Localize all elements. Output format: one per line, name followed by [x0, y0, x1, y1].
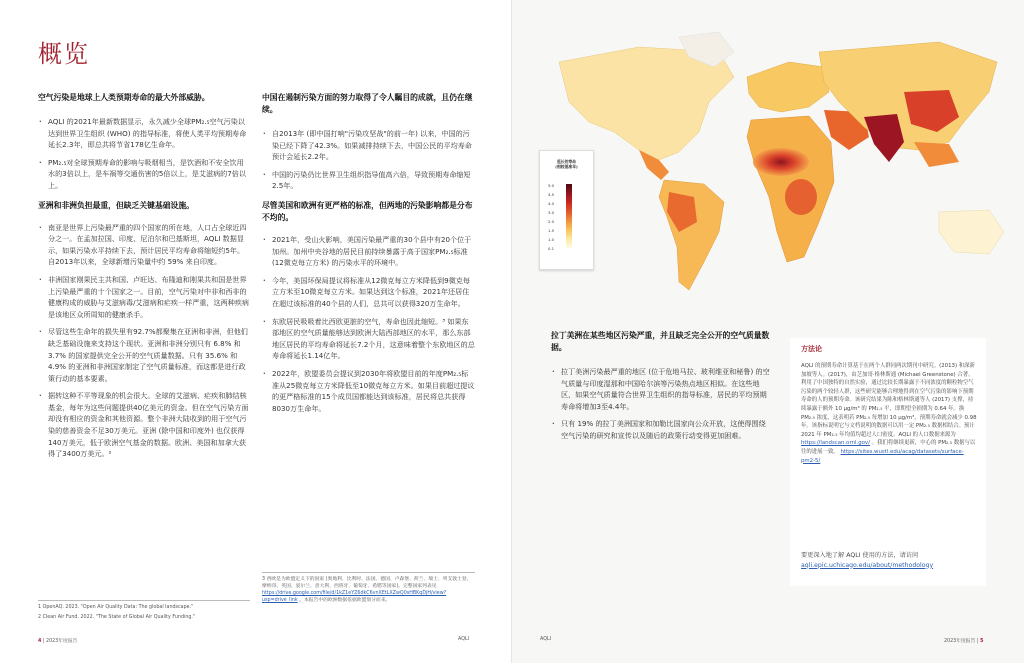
- right-page-label: 2023年度报告: [944, 639, 976, 644]
- legend-tick: 5.0: [548, 183, 555, 188]
- legend-color-bar: [566, 184, 572, 248]
- bullet-us-wildfire: · 2021年，受山火影响，美国污染最严重的30个县中有20个位于加州。加州中央谷地的居民目前持续暴露于高于国家PM₂.₅标准 (12微克每立方米) 的污染水平的环境中。: [262, 234, 475, 269]
- legend-tick: 0.1: [548, 246, 555, 251]
- methodology-link[interactable]: aqli.epic.uchicago.edu/about/methodology: [801, 561, 934, 569]
- methodology-box: [790, 338, 986, 586]
- footnote-3: [262, 576, 475, 604]
- bullet-latin-america-hotspots: · 拉丁美洲污染最严重的地区 (位于危地马拉、玻利维亚和秘鲁) 的空气质量与印度湿那和中国哈尔滨等污染热点地区相似。在这些地区，如果空气质量符合世界卫生组织的指导标准，居民的平均预期寿命将增加3至4.4年。: [551, 366, 770, 412]
- legend-tick: 1.5: [548, 228, 555, 233]
- methodology-body: AQLI 的预期寿命计算基于在两个人群同两次期刊中研究。(2013) 和深新加坡等人。(2017)，由芝加哥·格林斯通 (Michael Greenstone) 合著。利用了中国独特的自然实验，通过比较长期暴露于不同浓度的颗粒物空气污染的两个较轻人群，这些研究能够合理地得到在空气污染的影响下预期寿命的人的预期寿命。该研究结果为陈和格林斯通等人 (2017) 支撑，持续暴露于额外 10 μg/m³ 的 PM₂.₅ 平，即期望全损期为 0.64 年。换 PM₂.₅ 浓度，这表明若 PM₂.₅ 每增加 10 μg/m³，预期寿命就会减少 0.98 年。该指标说明它与文档说明的数据可以用一定 PM₂.₅ 数据相结合。预计 2021 年 PM₂.₅ 年均值均超过人口密度。AQLI 的人口数据来源为: [801, 363, 977, 438]
- landscan-link[interactable]: https://landscan.ornl.gov/: [801, 440, 870, 447]
- legend-tick: 2.0: [548, 219, 555, 224]
- legend-tick: 3.0: [548, 210, 555, 215]
- footnote-3-text: 3 西欧是为欧盟定义下的国家 (奥地利、比利时、法国、德国、卢森堡、荷兰、瑞士、列支敦士登、摩纳哥、英国、爱尔兰、意大利、西班牙、葡萄牙、希腊等国家)。完整国家列表见: [262, 577, 472, 589]
- bullet-africa: · 非洲国家刚果民主共和国、卢旺达、布隆迪和刚果共和国是世界上污染最严重的十个国家之一。目前，空气污染对中非和西非的健康构成的威胁与艾滋病毒/艾滋病和疟疾一样严重，这两种疾病是该地区众所周知的健康杀手。: [38, 274, 250, 320]
- footnote-3-tail: 。本报告中的欧洲数据依据欧盟划分而来。: [299, 598, 391, 603]
- center-left-label: AQLI: [458, 637, 470, 642]
- wustl-link[interactable]: https://sites.wustl.edu/acag/datasets/surface-pm2-5/: [801, 448, 964, 464]
- bullet-china-decline: · 自2013年 (即中国打响"污染攻坚战"的前一年) 以来，中国的污染已经下降了42.3%。如果减排持续下去，中国公民的平均寿命预计会延长2.2年。: [262, 128, 475, 163]
- heading-latin-america: 拉丁美洲在某些地区污染严重，并且缺乏完全公开的空气质量数据。: [551, 331, 770, 352]
- bullet-south-asia: · 南亚是世界上污染最严重的四个国家的所在地，人口占全球近四分之一。在孟加拉国、印度、尼泊尔和巴基斯坦，AQLI 数据显示，如果污染水平持续下去，预计居民平均寿命将缩短约5年。自2013年以来，全球新增污染量中约 59% 来自印度。: [38, 222, 250, 268]
- heading-us-europe: 尽管美国和欧洲有更严格的标准，但两地的污染影响都是分布不均的。: [262, 200, 473, 222]
- footnote-1: 1 OpenAQ. 2023. "Open Air Quality Data: The global landscape.": [38, 605, 194, 610]
- bullet-eastern-europe: · 东欧居民吸吸着比西欧更脏的空气，寿命也因此缩短。³ 如果东部地区的空气质量能够达到欧洲大陆西部地区的水平，那么东部地区居民的平均寿命将延长7.2个月，这意味着整个东欧地区的总寿命将延长1.14亿年。: [262, 316, 475, 362]
- methodology-more-label: 要更深入地了解 AQLI 使用的方法，请访问: [801, 552, 919, 559]
- bullet-funding: · 据转这种不平等现象的机会很大。全球的艾滋病、疟疾和肺结核基金，每年为这些问题提供40亿美元的资金。但在空气污染方面却没有相应的资金和其他资源。整个非洲大陆收到的用于空气污染的慈善资金不足30万美元。亚洲 (除中国和印度外) 也仅获得140万美元，低于欧洲空气基金的数据。欧洲、美国和加拿大获得了3400万美元。²: [38, 390, 250, 460]
- bullet-latin-america-data: · 只有 19% 的拉丁美洲国家和加勒比国家向公众开放，这使得围绕空气污染的研究和宣传以及随后的政策行动变得更加困难。: [551, 418, 770, 441]
- footnote-2: 2 Clean Air Fund. 2022. "The State of Global Air Quality Funding.": [38, 615, 196, 620]
- methodology-text: [801, 362, 977, 465]
- footnote-rule-left: [38, 600, 250, 601]
- page-title: 概览: [38, 40, 90, 68]
- bullet-eu-standard: · 2022年，欧盟委员会提议到2030年将欧盟目前的年度PM₂.₅标准从25微克每立方米降低至10微克每立方米。如果目前超过提议的更严格标准的15个成员国都能达到该标准，居民将总共获得8030万生命年。: [262, 368, 475, 414]
- page-spine: [511, 0, 512, 663]
- page-number-right: 2023年度报告 | 5: [944, 639, 984, 644]
- europe-shape: [747, 62, 829, 112]
- bullet-infrastructure: · 尽管这些生命年的损失里有92.7%都聚集在亚洲和非洲，但他们缺乏基础设施来支持这个现状。亚洲和非洲分别只有 6.8% 和 3.7% 的国家提供完全公开的空气质量数据。只有 35.6% 和 4.9% 的亚洲和非洲国家制定了空气质量标准，而这都是进行政策行动的基本要素。: [38, 326, 250, 384]
- column-1: [38, 92, 250, 466]
- center-right-label: AQLI: [540, 637, 552, 642]
- south-asia-hotspot: [864, 114, 904, 162]
- methodology-more: [801, 551, 977, 570]
- central-africa-hotspot: [785, 179, 817, 215]
- africa-hotspot: [753, 148, 809, 176]
- legend-tick: 1.0: [548, 237, 555, 242]
- map-legend: [539, 150, 594, 270]
- legend-title: 延长的寿命 (相较基准年): [555, 159, 578, 169]
- methodology-title: 方法论: [801, 345, 822, 353]
- column-2: [262, 92, 475, 420]
- heading-air-pollution: 空气污染是地球上人类预期寿命的最大外部威胁。: [38, 93, 210, 102]
- column-3: [551, 330, 770, 448]
- right-page-num: 5: [980, 639, 984, 644]
- heading-china: 中国在遏制污染方面的努力取得了令人瞩目的成就，且仍在继续。: [262, 93, 473, 114]
- bullet-epa-standard: · 今年，美国环保局提议将标准从12微克每立方米降低到9微克每立方米至10微克每立方米。如果达到这个标准，2021年还居住在超过该标准的40个县的人们，总共可以获得320万生命年。: [262, 275, 475, 310]
- footnote-3-link[interactable]: https://drive.google.com/file/d/1kZ1eYZ6dkC6vnXEtLXZwQ0sHBKqDjH/view?usp=drive_link: [262, 591, 447, 603]
- methodology-body-2: 。我们将继续更新，中心的 PM₂.₅ 数据与以往的进展一致。: [801, 440, 976, 455]
- legend-tick: 4.0: [548, 201, 555, 206]
- bullet-pm25-comparison: · PM₂.₅对全球预期寿命的影响与吸烟相当，是饮酒和不安全饮用水的3倍以上，是车祸等交通伤害的5倍以上，是艾滋病的7倍以上。: [38, 157, 250, 192]
- left-page-num: 4: [38, 639, 42, 644]
- heading-asia-africa: 亚洲和非洲负担最重，但缺乏关键基础设施。: [38, 200, 194, 210]
- legend-tick: 4.5: [548, 192, 555, 197]
- bullet-china-who: · 中国的污染仍比世界卫生组织指导值高六倍，导致预期寿命缩短2.5年。: [262, 169, 475, 192]
- footnote-rule-right: [262, 572, 475, 573]
- page-number-left: 4 | 2023年度报告: [38, 639, 78, 644]
- bullet-aqli-2021: · AQLI 的2021年最新数据显示，永久减少全球PM₂.₅空气污染以达到世界卫生组织 (WHO) 的指导标准，将使人类平均预期寿命延长2.3年，即总共将节省178亿生命年。: [38, 116, 250, 151]
- australia-shape: [939, 210, 1004, 254]
- left-page-label: 2023年度报告: [46, 639, 78, 644]
- southeast-asia-shape: [914, 142, 959, 167]
